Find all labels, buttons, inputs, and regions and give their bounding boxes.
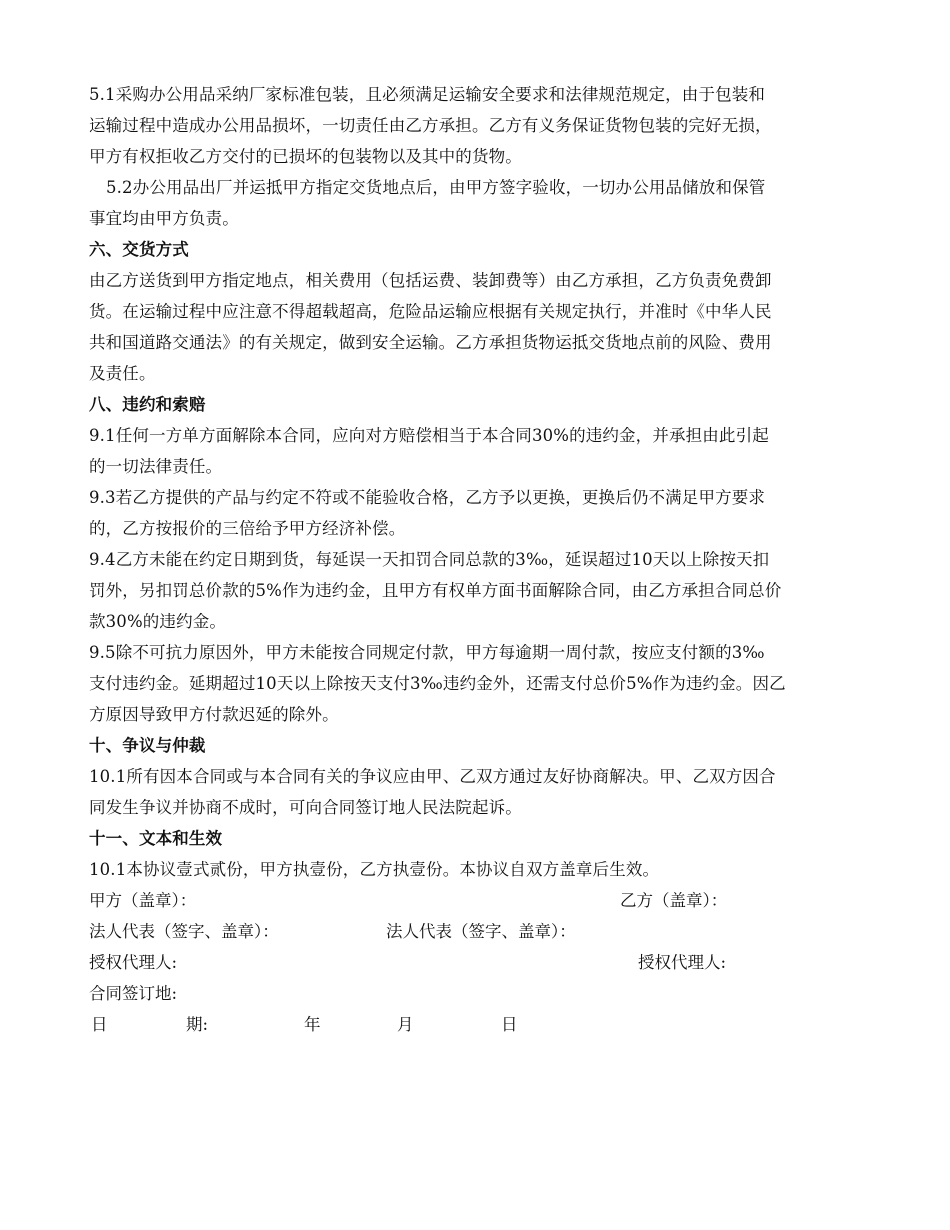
date-label-qi: 期: [186, 1015, 209, 1034]
clause-effect-line-1: 10.1本协议壹式贰份，甲方执壹份，乙方执壹份。本协议自双方盖章后生效。 [89, 860, 660, 879]
clause-5-1-line-1: 5.1采购办公用品采纳厂家标准包装，且必须满足运输安全要求和法律规范规定，由于包装和 [89, 85, 766, 104]
clause-9-4-line-2: 罚外，另扣罚总价款的5%作为违约金，且甲方有权单方面书面解除合同，由乙方承担合同总价 [89, 581, 782, 600]
clause-9-1-line-1: 9.1任何一方单方面解除本合同，应向对方赔偿相当于本合同30%的违约金，并承担由此引起 [89, 426, 769, 445]
delivery-line-1: 由乙方送货到甲方指定地点，相关费用（包括运费、装卸费等）由乙方承担，乙方负责免费卸 [89, 271, 772, 290]
section-heading-effect: 十一、文本和生效 [89, 829, 223, 848]
clause-9-1-line-2: 的一切法律责任。 [89, 457, 223, 476]
clause-10-1-line-1: 10.1所有因本合同或与本合同有关的争议应由甲、乙双方通过友好协商解决。甲、乙双方因合 [89, 767, 776, 786]
clause-9-5-line-2: 支付违约金。延期超过10天以上除按天支付3‰违约金外，还需支付总价5%作为违约金。因乙 [89, 674, 786, 693]
delivery-line-4: 及责任。 [89, 364, 156, 383]
agent-a-label: 授权代理人: [89, 953, 178, 972]
clause-9-3-line-1: 9.3若乙方提供的产品与约定不符或不能验收合格，乙方予以更换，更换后仍不满足甲方要求 [89, 488, 766, 507]
clause-9-4-line-3: 款30%的违约金。 [89, 612, 227, 631]
clause-5-2-line-2: 事宜均由甲方负责。 [89, 209, 239, 228]
clause-9-5-line-3: 方原因导致甲方付款迟延的除外。 [89, 705, 339, 724]
clause-5-1-line-2: 运输过程中造成办公用品损坏，一切责任由乙方承担。乙方有义务保证货物包装的完好无损， [89, 116, 772, 135]
clause-9-5-line-1: 9.5除不可抗力原因外，甲方未能按合同规定付款，甲方每逾期一周付款，按应支付额的3‰ [89, 643, 765, 662]
clause-10-1-line-2: 同发生争议并协商不成时，可向合同签订地人民法院起诉。 [89, 798, 522, 817]
clause-5-1-line-3: 甲方有权拒收乙方交付的已损坏的包装物以及其中的货物。 [89, 147, 522, 166]
delivery-line-3: 共和国道路交通法》的有关规定，做到安全运输。乙方承担货物运抵交货地点前的风险、费用 [89, 333, 772, 352]
legal-rep-a-label: 法人代表（签字、盖章）： [89, 922, 279, 941]
date-year-label: 年 [304, 1015, 321, 1034]
delivery-line-2: 货。在运输过程中应注意不得超载超高，危险品运输应根据有关规定执行，并准时《中华人民 [89, 302, 772, 321]
clause-5-2-line-1: 5.2办公用品出厂并运抵甲方指定交货地点后，由甲方签字验收，一切办公用品储放和保管 [106, 178, 766, 197]
sign-place-label: 合同签订地: [89, 984, 178, 1003]
section-heading-delivery: 六、交货方式 [89, 240, 189, 259]
clause-9-4-line-1: 9.4乙方未能在约定日期到货，每延误一天扣罚合同总款的3‰，延误超过10天以上除按天扣 [89, 550, 770, 569]
date-day-label: 日 [501, 1015, 518, 1034]
section-heading-breach: 八、违约和索赔 [89, 395, 206, 414]
party-a-seal-label: 甲方（盖章）： [89, 891, 197, 910]
date-month-label: 月 [397, 1015, 414, 1034]
clause-9-3-line-2: 的，乙方按报价的三倍给予甲方经济补偿。 [89, 519, 406, 538]
date-label-ri: 日 [91, 1015, 108, 1034]
section-heading-dispute: 十、争议与仲裁 [89, 736, 206, 755]
agent-b-label: 授权代理人: [638, 953, 727, 972]
party-b-seal-label: 乙方（盖章）： [620, 891, 728, 910]
legal-rep-b-label: 法人代表（签字、盖章）： [386, 922, 576, 941]
